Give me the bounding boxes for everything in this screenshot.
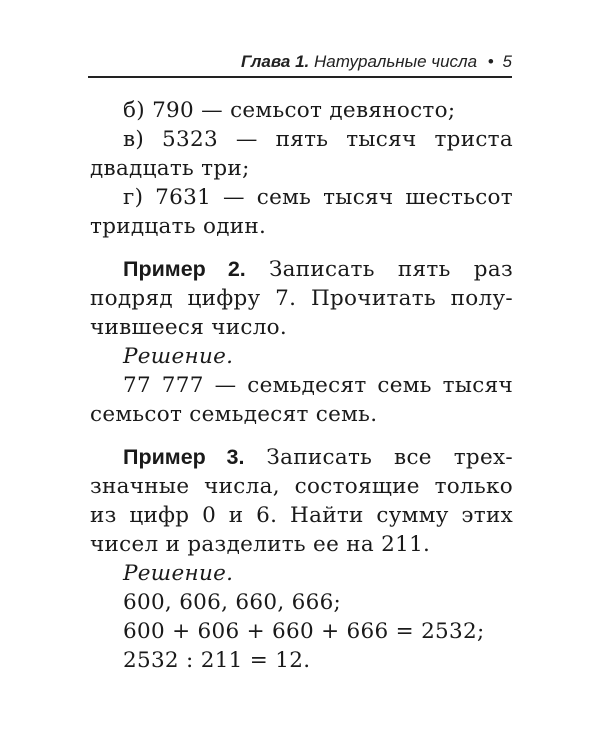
header-rule [88, 76, 512, 78]
spacer [123, 241, 513, 255]
example-3-line-2: значные числа, состоящие только [90, 474, 513, 499]
text-line-v-cont: двадцать три; [90, 156, 250, 181]
page-number: 5 [502, 52, 512, 71]
running-header [241, 52, 512, 72]
example-3-line-4: чисел и разделить ее на 211. [90, 532, 431, 557]
example-2-solution-1: 77 777 — семьдесят семь тысяч [123, 373, 513, 398]
example-3-solution-1: 600, 606, 660, 666; [123, 590, 342, 615]
example-3-line-3: из цифр 0 и 6. Найти сумму этих [90, 503, 513, 528]
example-3-label: Пример 3. [123, 445, 245, 469]
text-line-v: в) 5323 — пять тысяч триста [123, 127, 513, 152]
text-line-g: г) 7631 — семь тысяч шестьсот [123, 185, 513, 210]
example-3-solution-2: 600 + 606 + 660 + 666 = 2532; [123, 619, 485, 644]
example-2-line-1 [123, 255, 513, 284]
example-2-solution-2: семьсот семьдесят семь. [90, 402, 378, 427]
chapter-number: Глава 1. [241, 52, 310, 71]
example-2-solution-label: Решение. [123, 344, 234, 369]
example-3-text-1: Записать все трех- [266, 445, 514, 470]
example-3-line-1 [123, 443, 513, 472]
text-line-b [123, 96, 513, 125]
text-line-g-cont: тридцать один. [90, 214, 267, 239]
example-2-line-3: чившееся число. [90, 315, 288, 340]
example-3-solution-3: 2532 : 211 = 12. [123, 648, 311, 673]
example-2-label: Пример 2. [123, 257, 246, 281]
page-body [90, 96, 514, 675]
spacer [123, 429, 513, 443]
example-2-text-1: Записать пять раз [268, 257, 513, 282]
header-bullet: • [487, 52, 494, 71]
chapter-title: Натуральные числа [314, 52, 478, 71]
line-b-text: б) 790 — семьсот девяносто; [123, 98, 456, 123]
example-2-line-2: подряд цифру 7. Прочитать полу- [90, 286, 513, 311]
example-3-solution-label: Решение. [123, 561, 234, 586]
